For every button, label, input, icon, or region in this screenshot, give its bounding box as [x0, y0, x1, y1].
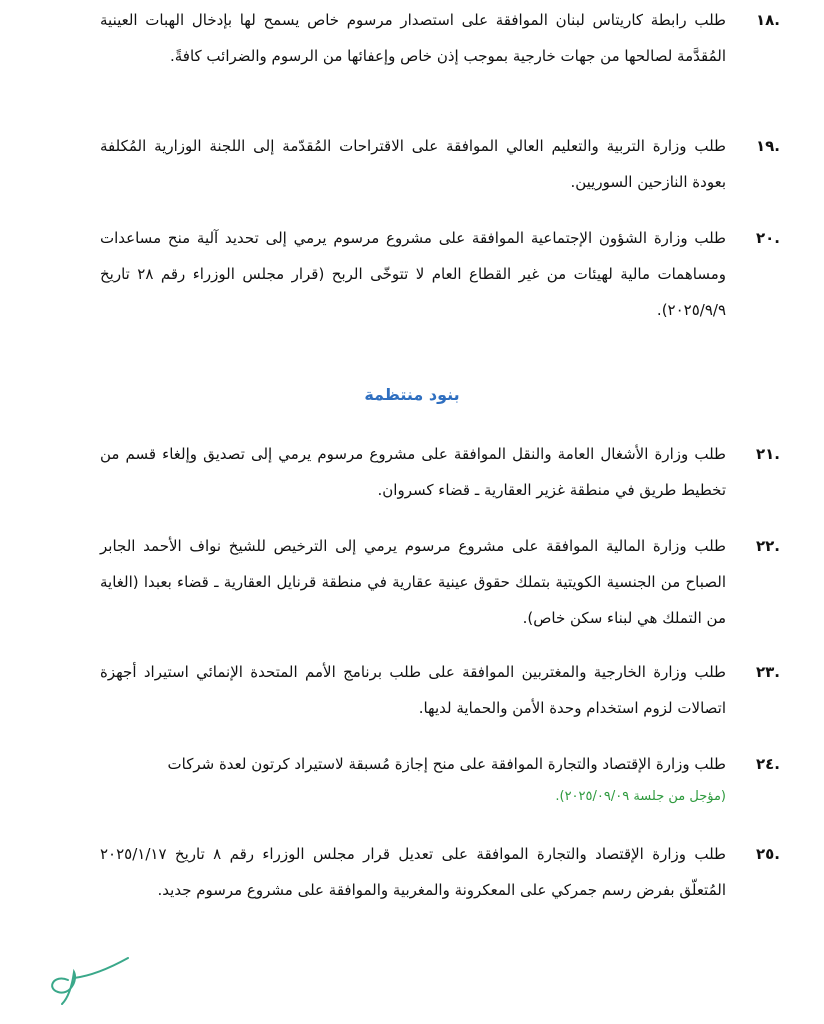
agenda-item-22 [100, 528, 780, 636]
agenda-item-20 [100, 220, 780, 328]
item-number: .١٨ [755, 11, 780, 29]
item-text: طلب وزارة الشؤون الإجتماعية الموافقة على مشروع مرسوم يرمي إلى تحديد آلية منح مساعدات ومساهمات مالية لهيئات من غير القطاع العام لا تتوخّى الربح (قرار مجلس الوزراء رقم ٢٨ تاريخ ٢٠٢٥/٩/٩). [100, 229, 726, 319]
item-number: .٢٢ [755, 537, 780, 555]
postponed-note: (مؤجل من جلسة ٢٠٢٥/٠٩/٠٩). [555, 789, 726, 804]
agenda-item-24 [100, 746, 780, 812]
signature-mark [40, 950, 140, 1010]
item-text: طلب وزارة الخارجية والمغتربين الموافقة على طلب برنامج الأمم المتحدة الإنمائي استيراد أجهزة اتصالات لزوم استخدام وحدة الأمن والحماية لديها. [100, 663, 726, 717]
item-text: طلب رابطة كاريتاس لبنان الموافقة على استصدار مرسوم خاص يسمح لها بإدخال الهبات العينية المُقدَّمة لصالحها من جهات خارجية بموجب إذن خاص وإعفائها من الرسوم والضرائب كافةً. [100, 11, 726, 65]
item-text: طلب وزارة المالية الموافقة على مشروع مرسوم يرمي إلى الترخيص للشيخ نواف الأحمد الجابر الصباح من الجنسية الكويتية بتملك حقوق عينية عقارية في منطقة قرنايل العقارية ـ قضاء بعبدا (الغاية من التملك هي لبناء سكن خاص). [100, 537, 726, 627]
agenda-item-18 [100, 2, 780, 74]
item-text: طلب وزارة الإقتصاد والتجارة الموافقة على منح إجازة مُسبقة لاستيراد كرتون لعدة شركات (مؤجل من جلسة ٢٠٢٥/٠٩/٠٩). [100, 746, 726, 812]
section-heading: بنود منتظمة [364, 385, 460, 404]
agenda-item-21 [100, 436, 780, 508]
agenda-item-25 [100, 836, 780, 908]
agenda-item-23 [100, 654, 780, 726]
item-number: .٢١ [755, 445, 780, 463]
item-number: .٢٥ [755, 845, 780, 863]
item-number: .٢٤ [755, 755, 780, 773]
agenda-item-19 [100, 128, 780, 200]
item-number: .١٩ [755, 137, 780, 155]
item-number: .٢٣ [755, 663, 780, 681]
item-number: .٢٠ [755, 229, 780, 247]
item-text: طلب وزارة الأشغال العامة والنقل الموافقة على مشروع مرسوم يرمي إلى تصديق وإلغاء قسم من تخطيط طريق في منطقة غزير العقارية ـ قضاء كسروان. [100, 445, 726, 499]
item-text: طلب وزارة الإقتصاد والتجارة الموافقة على تعديل قرار مجلس الوزراء رقم ٨ تاريخ ٢٠٢٥/١/١٧ المُتعلّق بفرض رسم جمركي على المعكرونة والمغربية والموافقة على مشروع مرسوم جديد. [100, 845, 726, 899]
item-text: طلب وزارة التربية والتعليم العالي الموافقة على الاقتراحات المُقدّمة إلى اللجنة الوزارية المُكلفة بعودة النازحين السوريين. [100, 137, 726, 191]
